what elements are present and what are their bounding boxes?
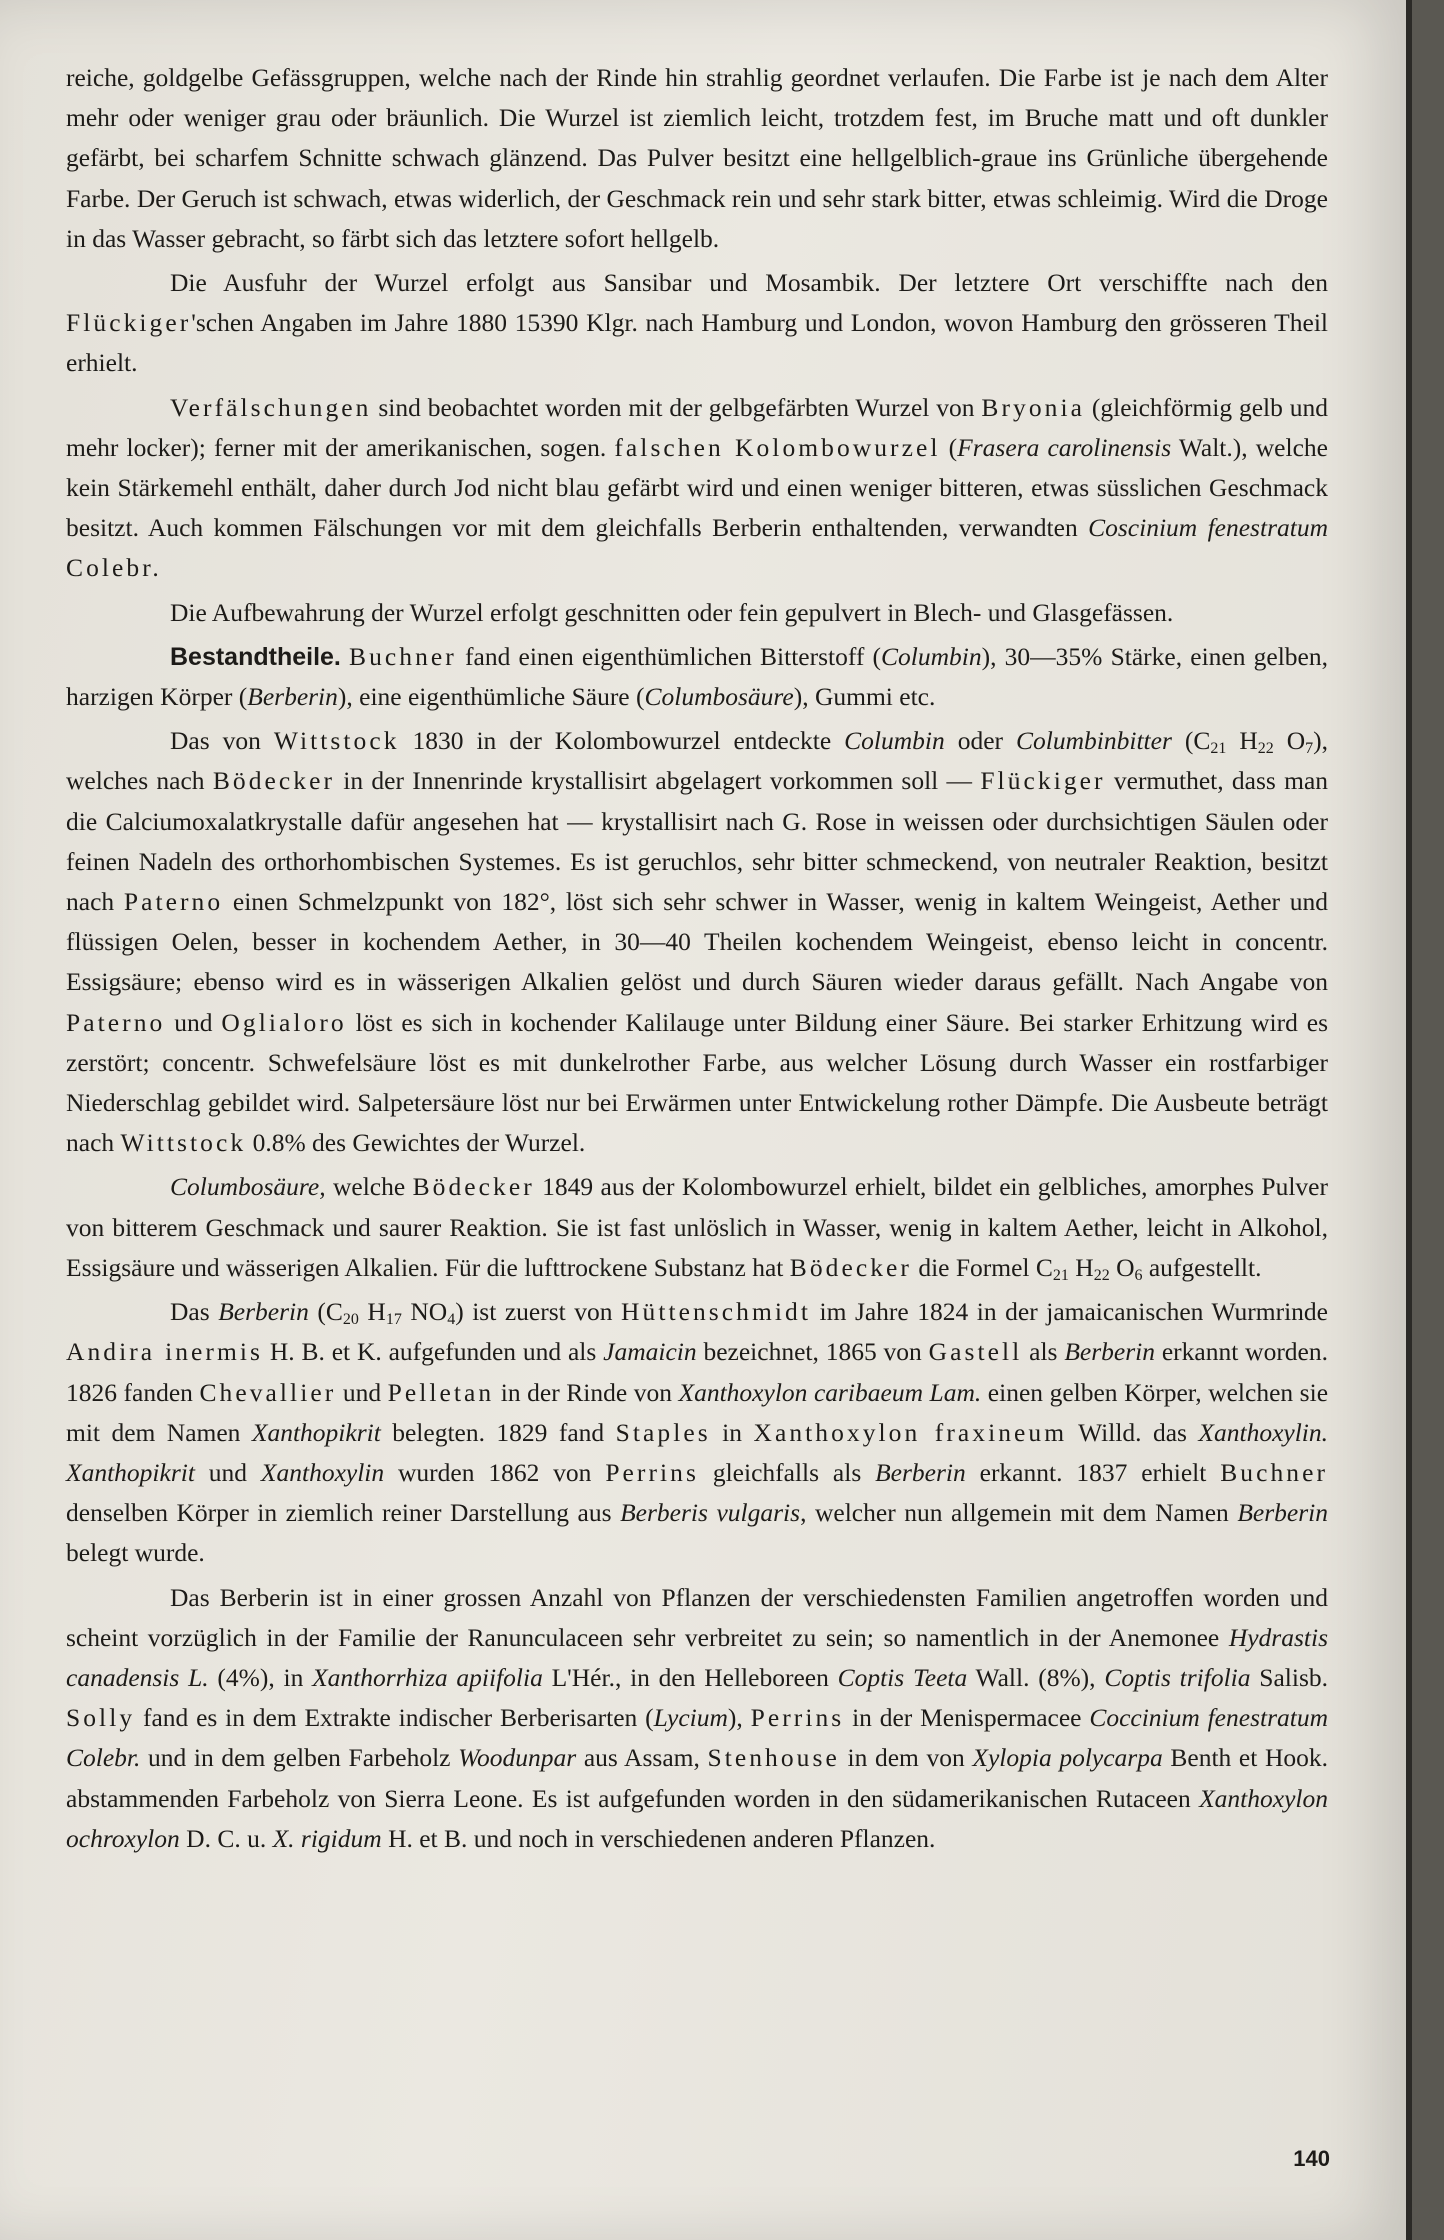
text-span: Salisb. <box>1250 1662 1329 1692</box>
text-span: löst es sich in kochender Kalilauge unter Bildung einer Säure. Bei starker Erhitzung wird es zerstört; concentr. Schwefelsäure löst es mit dunkelrother Farbe, aus welcher Lösung durch Wasser ein rostfarbiger Niederschlag gebildet wird. Salpetersäure löst nur bei Erwärmen unter Entwickelung rother Dämpfe. Die Ausbeute beträgt nach <box>66 1007 1328 1158</box>
author-name: Buchner <box>1220 1457 1328 1487</box>
body-text <box>66 58 1328 1859</box>
text-span: D. C. u. <box>179 1823 273 1853</box>
author-name: Pelletan <box>387 1377 495 1407</box>
substance-name: Xanthoxylin <box>260 1457 385 1487</box>
substance-name: Columbin <box>844 726 945 756</box>
text-span: gleichfalls als <box>698 1457 876 1487</box>
text-span: Willd. das <box>1067 1417 1199 1447</box>
text-span: H. B. et K. aufgefunden und als <box>262 1337 604 1367</box>
page-number: 140 <box>1293 2146 1330 2171</box>
text-span: 1830 in der Kolombowurzel entdeckte <box>399 726 845 756</box>
plant-name: Xanthoxylon fraxineum <box>753 1417 1068 1447</box>
text-span: Walt.), welche kein Stärkemehl enthält, daher durch Jod nicht blau gefärbt wird und einen weniger bitteren, etwas süsslichen Geschmack besitzt. Auch kommen Fälschungen vor mit dem gleichfalls Berberin enthaltenden, verwandten <box>66 432 1328 543</box>
text-span: Benth et Hook. abstammenden Farbeholz von Sierra Leone. Es ist aufgefunden worden in den südamerikanischen Rutaceen <box>66 1743 1328 1813</box>
author-name: Flückiger <box>66 308 192 338</box>
formula-subscript: 6 <box>1134 1266 1143 1284</box>
text-span: ), eine eigenthümliche Säure ( <box>337 682 645 712</box>
text-span: denselben Körper in ziemlich reiner Darstellung aus <box>66 1498 621 1528</box>
paragraph-berberin-occurrence <box>66 1578 1328 1859</box>
author-name: Chevallier <box>199 1377 337 1407</box>
author-name: Solly <box>66 1703 136 1733</box>
species-name: Lycium <box>653 1703 728 1733</box>
species-name: Xanthoxylon ochroxylon <box>66 1783 1328 1853</box>
spaced-heading: Verfälschungen <box>170 392 372 422</box>
text-span: in der Innenrinde krystallisirt abgelagert vorkommen soll — <box>335 766 981 796</box>
formula-part: (C <box>308 1297 343 1327</box>
formula-subscript: 7 <box>1305 740 1314 758</box>
text-span: erkannt worden. 1826 fanden <box>66 1337 1329 1407</box>
formula-part: O <box>1109 1252 1135 1282</box>
author-name: Stenhouse <box>707 1743 840 1773</box>
paragraph-columbin <box>66 721 1328 1163</box>
species-name: Coptis Teeta <box>837 1662 968 1692</box>
author-name: Oglialoro <box>221 1007 347 1037</box>
text-span: und <box>165 1007 222 1037</box>
text-span: in dem von <box>839 1743 973 1773</box>
text-span: ), <box>727 1703 751 1733</box>
text-span: welche <box>325 1172 413 1202</box>
text-span: aufgestellt. <box>1142 1252 1262 1282</box>
text-span: (4%), in <box>208 1662 313 1692</box>
substance-name: Jamaicin <box>603 1337 697 1367</box>
substance-name: Berberin <box>1064 1337 1155 1367</box>
paragraph-adulterations <box>66 388 1328 589</box>
substance-name: Berberin <box>247 682 338 712</box>
substance-name: Columbin <box>881 641 982 671</box>
text-span: und <box>336 1377 388 1407</box>
formula-part: die Formel C <box>911 1252 1053 1282</box>
text-span: erkannt. 1837 erhielt <box>965 1457 1221 1487</box>
formula-part: (C <box>1184 726 1211 756</box>
formula-subscript: 22 <box>1093 1266 1110 1284</box>
author-name: G. Rose <box>782 806 867 836</box>
substance-name: Columbinbitter <box>1016 726 1172 756</box>
paragraph-description <box>66 58 1328 259</box>
author-name: Paterno <box>66 1007 166 1037</box>
author-name: Paterno <box>123 887 224 917</box>
author-name: Hüttenschmidt <box>621 1297 811 1327</box>
author-name: Staples <box>615 1417 711 1447</box>
plant-name: Andira inermis <box>66 1337 263 1367</box>
formula-subscript: 21 <box>1210 740 1227 758</box>
substance-name: Xanthoxylin. <box>1198 1417 1329 1447</box>
author-name: Wittstock <box>120 1128 247 1158</box>
formula-subscript: 20 <box>342 1311 359 1329</box>
formula-subscript: 22 <box>1257 740 1274 758</box>
text-span: bezeichnet, 1865 von <box>696 1337 929 1367</box>
author-name: Buchner <box>349 641 457 671</box>
text-span: in <box>710 1417 754 1447</box>
substance-name: Columbosäure <box>644 682 794 712</box>
substance-name: Columbosäure, <box>170 1172 326 1202</box>
text-span: L'Hér., in den Helleboreen <box>542 1662 838 1692</box>
text-span: Wall. (8%), <box>967 1662 1105 1692</box>
text-span: , welcher nun allgemein mit dem Namen <box>800 1498 1238 1528</box>
text-span: in weissen oder durchsichtigen Säulen oder feinen Nadeln des orthorhombischen Systemes. Es ist geruchlos, sehr bitter schmeckend, von neutraler Reaktion, besitzt nach <box>66 806 1328 917</box>
paragraph-constituents <box>66 637 1328 717</box>
text-span: belegten. 1829 fand <box>380 1417 616 1447</box>
species-name: Xanthoxylon caribaeum Lam. <box>678 1377 982 1407</box>
author-name: Perrins <box>605 1457 699 1487</box>
species-name: Berberis vulgaris <box>620 1498 801 1528</box>
text-span: wurden 1862 von <box>384 1457 606 1487</box>
paragraph-berberin-history <box>66 1292 1328 1573</box>
formula-part: H <box>358 1297 386 1327</box>
substance-name: Xanthopikrit <box>66 1457 195 1487</box>
text-span: ( <box>940 432 958 462</box>
text-span: fand es in dem Extrakte indischer Berberisarten ( <box>135 1703 654 1733</box>
formula-columbin <box>1184 726 1329 758</box>
text-span: oder <box>944 726 1017 756</box>
species-name: Coptis trifolia <box>1104 1662 1251 1692</box>
text-span: H. et B. und noch in verschiedenen anderen Pflanzen. <box>381 1823 936 1853</box>
author-name: Bödecker <box>789 1252 912 1282</box>
text-span: ), 30—35% Stärke, einen gelben, harzigen Körper ( <box>66 641 1328 712</box>
text-span: Das von <box>170 726 274 756</box>
formula-part: H <box>1068 1252 1094 1282</box>
author-name: Gastell <box>928 1337 1023 1367</box>
paragraph-columbosaeure <box>66 1167 1328 1288</box>
species-name: Frasera carolinensis <box>957 432 1172 462</box>
text-span: 0.8% des Gewichtes der Wurzel. <box>246 1128 586 1158</box>
author-name: Perrins <box>750 1703 845 1733</box>
species-name: Coscinium fenestratum <box>1088 513 1328 543</box>
text-span: Das <box>170 1297 219 1327</box>
substance-name: Berberin <box>218 1297 309 1327</box>
formula-part: NO <box>401 1297 448 1327</box>
text-span: Die Ausfuhr der Wurzel erfolgt aus Sansibar und Mosambik. Der letztere Ort verschiffte nach den <box>170 268 1328 298</box>
formula-part: ), <box>1313 726 1329 756</box>
formula-subscript: 17 <box>385 1311 402 1329</box>
text-span: aus Assam, <box>576 1743 708 1773</box>
text-span: welches nach <box>66 766 213 796</box>
formula-part: H <box>1226 726 1258 756</box>
author-name: Bödecker <box>412 1172 535 1202</box>
formula-part: O <box>1273 726 1306 756</box>
text-span: und <box>194 1457 261 1487</box>
plant-name: Bryonia <box>981 392 1085 422</box>
spaced-term: falschen Kolombowurzel <box>614 432 941 462</box>
author-name: Wittstock <box>273 726 400 756</box>
formula-berberin <box>308 1297 464 1329</box>
text-span: fand einen eigenthümlichen Bitterstoff ( <box>456 641 882 671</box>
text-span: einen gelben Körper, welchen sie mit dem Namen <box>66 1377 1329 1447</box>
text-span: Das Berberin ist in einer grossen Anzahl von Pflanzen der verschiedensten Familien angetroffen worden und scheint vorzüglich in der Familie der Ranunculaceen sehr verbreitet zu sein; so namentlich in der Anemonee <box>66 1582 1328 1652</box>
substance-name: Berberin <box>875 1457 966 1487</box>
author-name: Bödecker <box>212 766 336 796</box>
formula-subscript: 21 <box>1052 1266 1069 1284</box>
formula-part: ) <box>455 1297 464 1327</box>
text-span: ist zuerst von <box>463 1297 622 1327</box>
text-span: in der Menispermacee <box>844 1703 1090 1733</box>
text-span: Die Aufbewahrung der Wurzel erfolgt geschnitten oder fein gepulvert in Blech- und Glasgefässen. <box>170 597 1174 627</box>
text-span: (gleichförmig gelb und mehr locker); ferner mit der amerikanischen, sogen. <box>66 392 1328 462</box>
section-heading: Bestandtheile. <box>170 642 341 671</box>
text-span: 'schen Angaben im Jahre 1880 15390 Klgr. nach Hamburg und London, wovon Hamburg den grösseren Theil erhielt. <box>66 308 1328 378</box>
substance-name: Xanthopikrit <box>251 1417 381 1447</box>
text-span: reiche, goldgelbe Gefässgruppen, welche nach der Rinde hin strahlig geordnet verlaufen. Die Farbe ist je nach dem Alter mehr oder weniger grau oder bräunlich. Die Wurzel ist ziemlich leicht, trotzdem fest, im Bruche matt und oft dunkler gefärbt, bei scharfem Schnitte schwach glänzend. Das Pulver besitzt eine hellgelblich-graue ins Grünliche übergehende Farbe. Der Geruch ist schwach, etwas widerlich, der Geschmack rein und sehr stark bitter, etwas schleimig. Wird die Droge in das Wasser gebracht, so färbt sich das letztere sofort hellgelb. <box>66 63 1328 253</box>
species-name: Xylopia polycarpa <box>972 1743 1163 1773</box>
text-span: 1849 aus der Kolombowurzel erhielt, bildet ein gelbliches, amorphes Pulver von bitterem Geschmack und saurer Reaktion. Sie ist fast unlöslich in Wasser, wenig in kaltem Aether, leicht in Alkohol, Essigsäure und wässerigen Alkalien. Für die lufttrockene Substanz hat <box>66 1172 1328 1282</box>
species-name: X. rigidum <box>272 1823 382 1853</box>
text-span: und in dem gelben Farbeholz <box>140 1743 459 1773</box>
text-span: vermuthet, dass man die Calciumoxalatkrystalle dafür angesehen hat — krystallisirt nach <box>66 766 1329 836</box>
paragraph-storage <box>66 593 1328 633</box>
text-span: als <box>1022 1337 1065 1367</box>
species-name: Hydrastis canadensis L. <box>66 1622 1328 1692</box>
author-name: Colebr. <box>66 553 162 583</box>
species-name: Xanthorrhiza apiifolia <box>312 1662 543 1692</box>
text-span: belegt wurde. <box>66 1538 205 1568</box>
text-span: einen Schmelzpunkt von 182°, löst sich sehr schwer in Wasser, wenig in kaltem Weingeist, Aether und flüssigen Oelen, besser in kochendem Aether, in 30—40 Theilen kochendem Weingeist, ebenso leicht in concentr. Essigsäure; ebenso wird es in wässerigen Alkalien gelöst und durch Säuren wieder daraus gefällt. Nach Angabe von <box>66 887 1328 997</box>
text-span: sind beobachtet worden mit der gelbgefärbten Wurzel von <box>371 392 982 422</box>
paragraph-export <box>66 263 1328 384</box>
text-span: im Jahre 1824 in der jamaicanischen Wurmrinde <box>810 1297 1328 1327</box>
formula-subscript: 4 <box>447 1311 456 1329</box>
substance-name: Berberin <box>1237 1498 1328 1528</box>
text-span: ), Gummi etc. <box>793 682 936 712</box>
species-name: Woodunpar <box>458 1743 577 1773</box>
author-name: Flückiger <box>980 766 1106 796</box>
species-name: Coccinium fenestratum Colebr. <box>66 1703 1329 1773</box>
text-span: in der Rinde von <box>494 1377 679 1407</box>
